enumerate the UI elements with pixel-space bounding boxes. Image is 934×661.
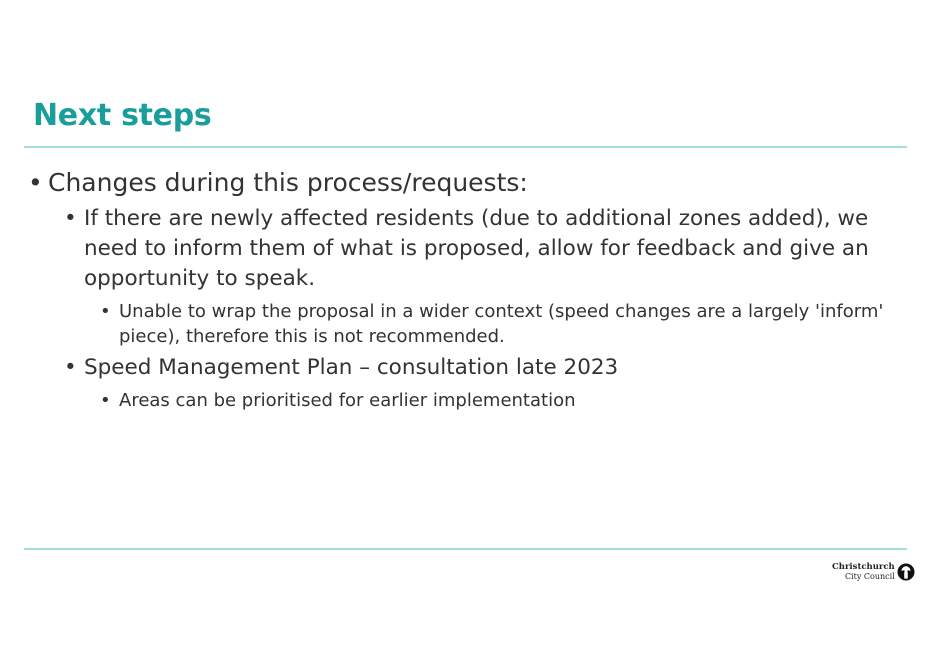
bullet-dot: •	[100, 390, 111, 411]
bullet-dot: •	[64, 355, 77, 380]
bullet-dot: •	[64, 206, 77, 231]
bullet-text: Areas can be prioritised for earlier implementation	[119, 390, 576, 411]
bullet-dot: •	[100, 301, 111, 322]
bullet-areas-prioritised	[100, 388, 898, 413]
footer-divider	[24, 548, 907, 550]
bullet-unable-to-wrap	[100, 299, 898, 349]
bullet-speed-management-plan	[64, 353, 898, 383]
christchurch-city-council-logo	[832, 563, 915, 581]
logo-line-1: Christchurch	[832, 562, 895, 572]
bullet-changes	[28, 166, 898, 200]
bullet-text: If there are newly affected residents (due to additional zones added), we need to inform them of what is proposed, allow for feedback and give an opportunity to speak.	[84, 206, 869, 291]
bullet-text: Changes during this process/requests:	[48, 168, 528, 197]
council-tree-icon	[897, 563, 915, 581]
slide-content	[28, 166, 898, 413]
bullet-dot: •	[28, 168, 43, 197]
bullet-text: Speed Management Plan – consultation late 2023	[84, 355, 619, 380]
bullet-text: Unable to wrap the proposal in a wider context (speed changes are a largely 'inform' piece), therefore this is not recommended.	[119, 301, 884, 347]
title-divider	[24, 146, 907, 148]
bullet-newly-affected-residents	[64, 204, 898, 294]
logo-text	[832, 563, 895, 581]
logo-line-2: City Council	[844, 572, 895, 581]
slide-title: Next steps	[33, 98, 212, 133]
